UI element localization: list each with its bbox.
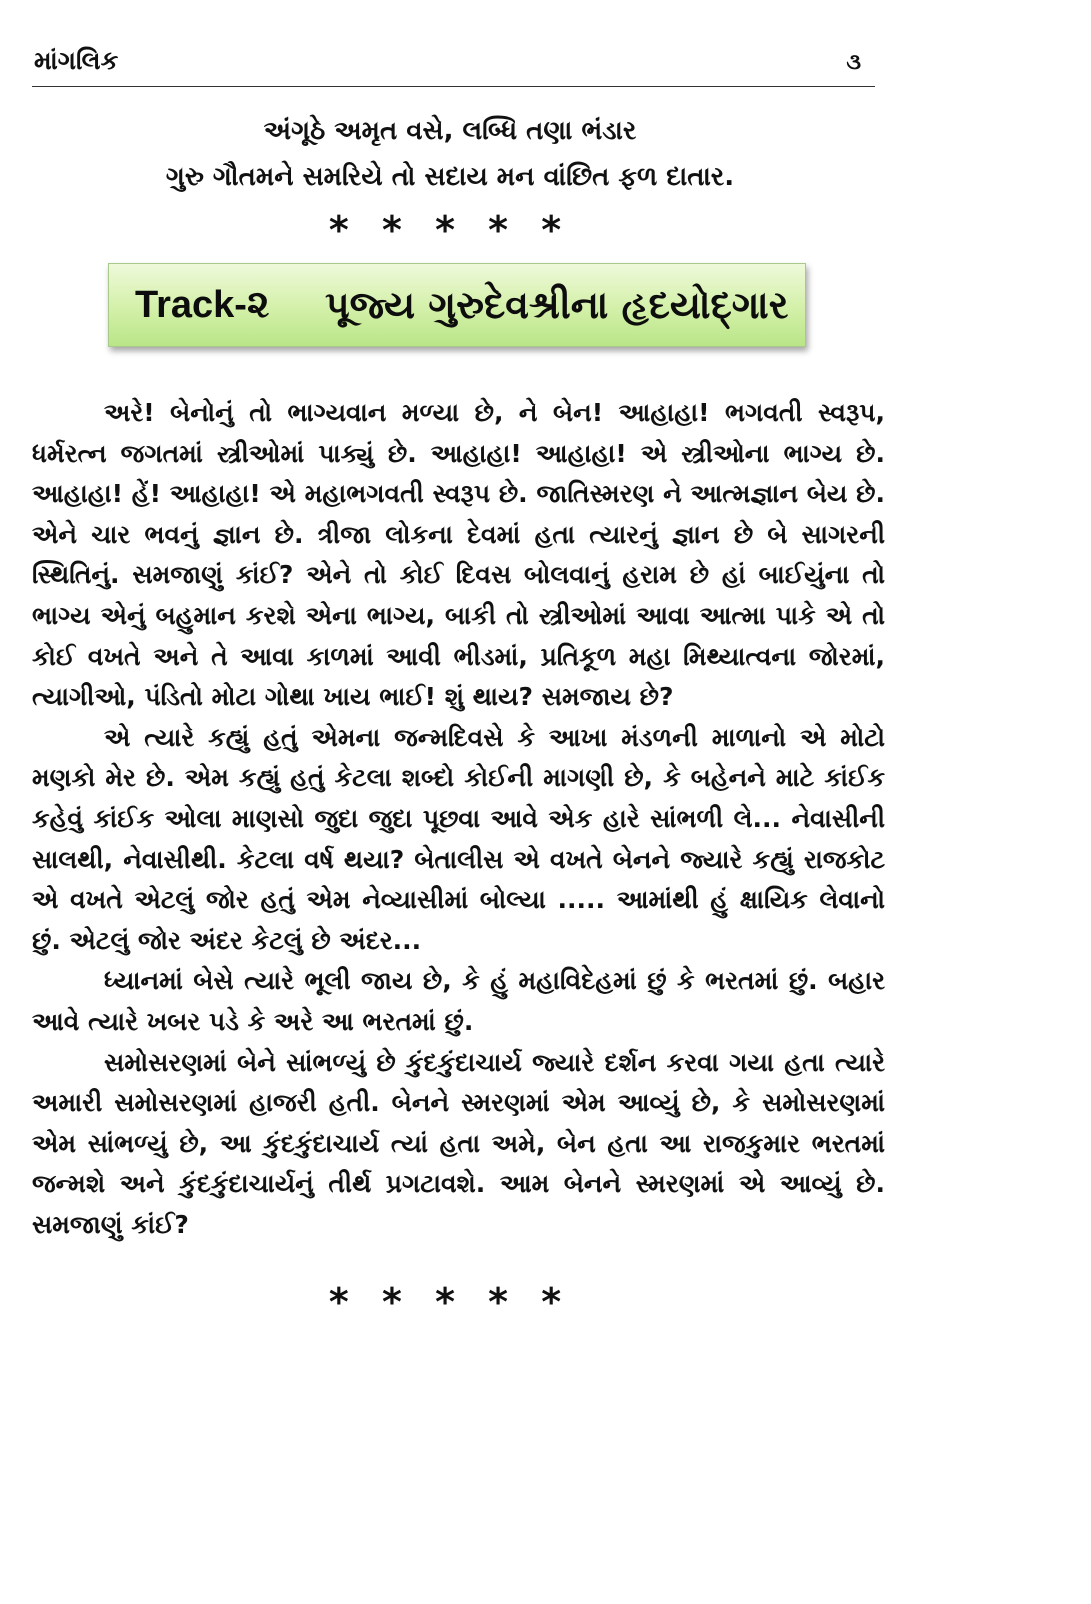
- paragraph-4: સમોસરણમાં બેને સાંભળ્યું છે કુંદકુંદાચાર્ય જ્યારે દર્શન કરવા ગયા હતા ત્યારે અમારી સમોસરણમાં હાજરી હતી. બેનને સ્મરણમાં એમ આવ્યું છે, કે સમોસરણમાં એમ સાંભળ્યું છે, આ કુંદકુંદાચાર્ય ત્યાં હતા અમે, બેન હતા આ રાજકુમાર ભરતમાં જન્મશે અને કુંદકુંદાચાર્યનું તીર્થ પ્રગટાવશે. આમ બેનને સ્મરણમાં એ આવ્યું છે. સમજાણું કાંઈ?: [32, 1047, 885, 1239]
- paragraph-2: એ ત્યારે કહ્યું હતું એમના જન્મદિવસે કે આખા મંડળની માળાનો એ મોટો મણકો મેર છે. એમ કહ્યું હતું કેટલા શબ્દો કોઈની માગણી છે, કે બહેનને માટે કાંઈક કહેવું કાંઈક ઓલા માણસો જુદા જુદા પૂછવા આવે એક હારે સાંભળી લે... નેવાસીની સાલથી, નેવાસીથી. કેટલા વર્ષ થયા? બેતાલીસ એ વખતે બેનને જ્યારે કહ્યું રાજકોટ એ વખતે એટલું જોર હતું એમ નેવ્યાસીમાં બોલ્યા ..... આમાંથી હું ક્ષાયિક લેવાનો છું. એટલું જોર અંદર કેટલું છે અંદર...: [32, 722, 885, 955]
- paragraph-1: અરે! બેનોનું તો ભાગ્યવાન મળ્યા છે, ને બેન! આહાહા! ભગવતી સ્વરૂપ, ધર્મરત્ન જગતમાં સ્ત્રીઓમાં પાક્યું છે. આહાહા! આહાહા! એ સ્ત્રીઓના ભાગ્ય છે. આહાહા! હેં! આહાહા! એ મહાભગવતી સ્વરૂપ છે. જાતિસ્મરણ ને આત્મજ્ઞાન બેય છે. એને ચાર ભવનું જ્ઞાન છે. ત્રીજા લોકના દેવમાં હતા ત્યારનું જ્ઞાન છે બે સાગરની સ્થિતિનું. સમજાણું કાંઈ? એને તો કોઈ દિવસ બોલવાનું હરામ છે હાં બાઈયુંના તો ભાગ્ય એનું બહુમાન કરશે એના ભાગ્ય, બાકી તો સ્ત્રીઓમાં આવા આત્મા પાકે એ તો કોઈ વખતે અને તે આવા કાળમાં આવી ભીડમાં, પ્રતિકૂળ મહા મિથ્યાત્વના જોરમાં, ત્યાગીઓ, પંડિતો મોટા ગોથા ખાય ભાઈ! શું થાય? સમજાય છે?: [32, 398, 885, 712]
- running-header: [32, 44, 875, 87]
- track-label: Track-૨: [135, 283, 270, 326]
- running-title: માંગલિક: [34, 46, 119, 75]
- page-number: ૩: [846, 50, 861, 75]
- couplet-line-2: ગુરુ ગૌતમને સમરિયે તો સદાય મન વાંછિત ફળ દાતાર.: [165, 162, 735, 192]
- couplet-line-1: અંગૂઠે અમૃત વસે, લબ્ધિ તણા ભંડાર: [263, 116, 637, 146]
- star-separator-top: * * * * *: [328, 208, 572, 252]
- opening-couplet: [40, 108, 860, 200]
- body-text: [32, 393, 885, 1245]
- paragraph-3: ધ્યાનમાં બેસે ત્યારે ભૂલી જાય છે, કે હું મહાવિદેહમાં છું કે ભરતમાં છું. બહાર આવે ત્યારે ખબર પડે કે અરે આ ભરતમાં છું.: [32, 966, 885, 1036]
- track-heading-box: [108, 263, 806, 347]
- track-title: પૂજ્ય ગુરુદેવશ્રીના હૃદયોદ્ગાર: [325, 282, 789, 327]
- star-separator-bottom: * * * * *: [328, 1280, 572, 1324]
